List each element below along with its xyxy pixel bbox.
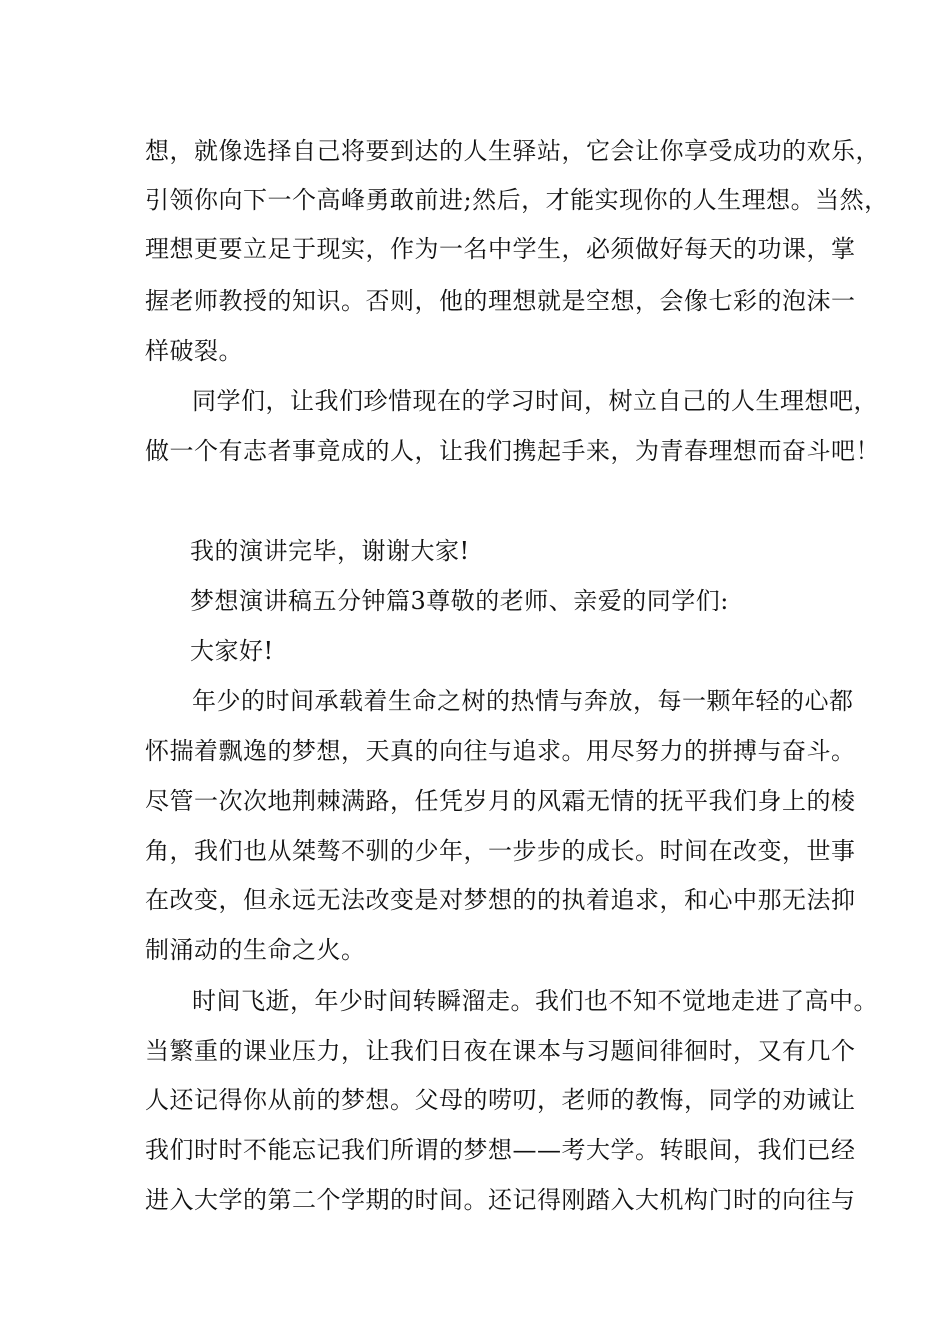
text-line: 人还记得你从前的梦想。父母的唠叨，老师的教悔，同学的劝诫让 xyxy=(145,1086,856,1114)
text-line: 怀揣着飘逸的梦想，天真的向往与追求。用尽努力的拼搏与奋斗。 xyxy=(145,737,856,765)
text-line: 想，就像选择自己将要到达的人生驿站，它会让你享受成功的欢乐， xyxy=(145,137,880,165)
text-line: 年少的时间承载着生命之树的热情与奔放，每一颗年轻的心都 xyxy=(192,687,854,715)
text-line: 制涌动的生命之火。 xyxy=(145,936,366,964)
text-line: 当繁重的课业压力，让我们日夜在课本与习题间徘徊时，又有几个 xyxy=(145,1037,856,1065)
text-line: 引领你向下一个高峰勇敢前进;然后，才能实现你的人生理想。当然， xyxy=(145,186,889,214)
text-line: 理想更要立足于现实，作为一名中学生，必须做好每天的功课，掌 xyxy=(145,235,856,263)
text-line: 大家好! xyxy=(190,637,274,665)
text-line: 时间飞逝，年少时间转瞬溜走。我们也不知不觉地走进了高中。 xyxy=(192,987,878,1015)
section-heading: 梦想演讲稿五分钟篇3尊敬的老师、亲爱的同学们: xyxy=(190,587,729,615)
text-line: 我的演讲完毕，谢谢大家! xyxy=(190,537,470,565)
text-line: 同学们，让我们珍惜现在的学习时间，树立自己的人生理想吧， xyxy=(192,387,878,415)
text-line: 做一个有志者事竟成的人，让我们携起手来，为青春理想而奋斗吧！ xyxy=(145,437,880,465)
text-line: 握老师教授的知识。否则，他的理想就是空想，会像七彩的泡沫一 xyxy=(145,287,856,315)
text-line: 尽管一次次地荆棘满路，任凭岁月的风霜无情的抚平我们身上的棱 xyxy=(145,787,856,815)
text-line: 样破裂。 xyxy=(145,337,243,365)
text-line: 角，我们也从桀骜不驯的少年，一步步的成长。时间在改变，世事 xyxy=(145,837,856,865)
text-line: 进入大学的第二个学期的时间。还记得刚踏入大机构门时的向往与 xyxy=(145,1186,856,1214)
text-line: 我们时时不能忘记我们所谓的梦想——考大学。转眼间，我们已经 xyxy=(145,1136,856,1164)
text-line: 在改变，但永远无法改变是对梦想的的执着追求，和心中那无法抑 xyxy=(145,886,856,914)
